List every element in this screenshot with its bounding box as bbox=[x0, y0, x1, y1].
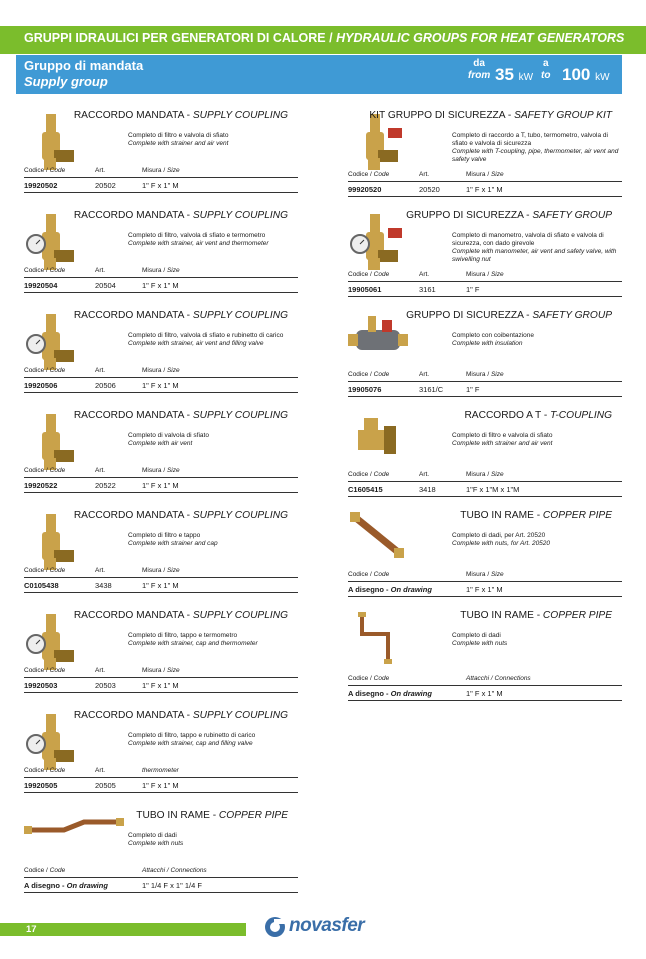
table-header: Codice / Code Attacchi / Connections bbox=[24, 867, 207, 874]
copper-pipe-icon bbox=[24, 810, 84, 874]
product-title: KIT GRUPPO DI SICUREZZA - SAFETY GROUP KIT bbox=[369, 110, 612, 121]
product-code: 99920520 bbox=[348, 185, 382, 194]
product-title: RACCORDO MANDATA - SUPPLY COUPLING bbox=[73, 410, 288, 421]
table-header: Codice / Code Art. Misura / Size bbox=[24, 467, 180, 474]
header-bar bbox=[0, 26, 646, 54]
table-row bbox=[348, 281, 622, 297]
product-code: A disegno - On drawing bbox=[24, 881, 108, 890]
product-code: 19920506 bbox=[24, 381, 58, 390]
product-size: 1" F x 1" M bbox=[142, 181, 179, 190]
page-title: GRUPPI IDRAULICI PER GENERATORI DI CALORE / HYDRAULIC GROUPS FOR HEAT GENERATORS bbox=[24, 31, 625, 45]
product-size: 1" F bbox=[466, 385, 480, 394]
product-art: 20502 bbox=[95, 181, 116, 190]
product-title: RACCORDO MANDATA - SUPPLY COUPLING bbox=[73, 210, 288, 221]
product-code: 19920503 bbox=[24, 681, 58, 690]
product-title: TUBO IN RAME - COPPER PIPE bbox=[136, 810, 288, 821]
copper-pipe-bent-icon bbox=[348, 610, 408, 674]
table-row bbox=[348, 181, 622, 197]
product-description: Completo di raccordo a T, tubo, termometro, valvola di sfiato e valvola di sicurezza Complete with T-coupling, pipe, thermometer, air vent and safety valve bbox=[452, 132, 619, 163]
product-description: Completo di filtro e valvola di sfiato Complete with strainer and air vent bbox=[452, 432, 553, 447]
table-row bbox=[24, 277, 298, 293]
safety-group-insulated-icon bbox=[348, 310, 408, 374]
table-header: Codice / Code Art. Misura / Size bbox=[348, 371, 504, 378]
power-from-value: 35 kW bbox=[495, 65, 534, 84]
table-row bbox=[24, 377, 298, 393]
product-card bbox=[348, 304, 622, 402]
table-row bbox=[348, 381, 622, 397]
product-size: 1" 1/4 F x 1" 1/4 F bbox=[142, 881, 202, 890]
product-card bbox=[24, 604, 298, 702]
table-header: Codice / Code Misura / Size bbox=[348, 571, 504, 578]
product-description: Completo di filtro, valvola di sfiato e termometro Complete with strainer, air vent and thermometer bbox=[128, 232, 269, 247]
safety-group-manometer-icon bbox=[348, 210, 408, 274]
power-to-label: a to bbox=[541, 58, 551, 81]
product-card bbox=[348, 404, 622, 502]
section-title: Gruppo di mandata bbox=[24, 58, 144, 73]
product-size: 1" F x 1" M bbox=[466, 185, 503, 194]
product-size: 1" F x 1" M bbox=[142, 581, 179, 590]
product-art: 20522 bbox=[95, 481, 116, 490]
power-from-label: da from bbox=[468, 58, 491, 81]
product-title: RACCORDO MANDATA - SUPPLY COUPLING bbox=[73, 310, 288, 321]
table-row bbox=[24, 877, 298, 893]
product-art: 3418 bbox=[419, 485, 436, 494]
product-description: Completo di manometro, valvola di sfiato e valvola di sicurezza, con dado girevole Complete with manometer, air vent and safety valve, with swivelling nut bbox=[452, 232, 617, 263]
product-size: 1" F x 1" M bbox=[142, 681, 179, 690]
section-title-en: Supply group bbox=[24, 74, 108, 89]
product-card bbox=[348, 204, 622, 302]
product-size: 1"F x 1"M x 1"M bbox=[466, 485, 520, 494]
product-description: Completo di dadi Complete with nuts bbox=[452, 632, 508, 647]
product-description: Completo di filtro, tappo e termometro Complete with strainer, cap and thermometer bbox=[128, 632, 258, 647]
novasfer-logo-icon bbox=[264, 915, 288, 939]
table-row bbox=[24, 177, 298, 193]
product-code: A disegno - On drawing bbox=[348, 689, 432, 698]
product-size: 1" F x 1" M bbox=[142, 781, 179, 790]
product-card bbox=[24, 404, 298, 502]
product-title: RACCORDO MANDATA - SUPPLY COUPLING bbox=[73, 610, 288, 621]
product-card bbox=[24, 504, 298, 602]
product-card bbox=[24, 704, 298, 802]
product-description: Completo di dadi Complete with nuts bbox=[128, 832, 184, 847]
product-code: 19920504 bbox=[24, 281, 58, 290]
product-title: GRUPPO DI SICUREZZA - SAFETY GROUP bbox=[406, 210, 612, 221]
product-art: 20505 bbox=[95, 781, 116, 790]
product-size: 1" F x 1" M bbox=[466, 585, 503, 594]
product-title: RACCORDO MANDATA - SUPPLY COUPLING bbox=[73, 510, 288, 521]
product-code: 19920522 bbox=[24, 481, 58, 490]
product-title: RACCORDO MANDATA - SUPPLY COUPLING bbox=[73, 710, 288, 721]
product-description: Completo di filtro e tappo Complete with strainer and cap bbox=[128, 532, 218, 547]
product-size: 1" F x 1" M bbox=[466, 689, 503, 698]
product-title: TUBO IN RAME - COPPER PIPE bbox=[460, 510, 612, 521]
product-size: 1" F x 1" M bbox=[142, 281, 179, 290]
product-art: 3161/C bbox=[419, 385, 444, 394]
product-code: C1605415 bbox=[348, 485, 383, 494]
page-number: 17 bbox=[26, 924, 37, 935]
product-code: 19920502 bbox=[24, 181, 58, 190]
power-to-value: 100 kW bbox=[562, 65, 610, 84]
table-row bbox=[24, 677, 298, 693]
copper-pipe-short-icon bbox=[348, 510, 408, 574]
product-code: 19905076 bbox=[348, 385, 382, 394]
table-row bbox=[348, 685, 622, 701]
section-bar bbox=[16, 55, 622, 94]
product-card bbox=[24, 304, 298, 402]
table-row bbox=[24, 577, 298, 593]
product-card bbox=[24, 804, 298, 902]
table-header: Codice / Code Art. thermometer bbox=[24, 767, 179, 774]
product-art: 20520 bbox=[419, 185, 440, 194]
product-art: 20504 bbox=[95, 281, 116, 290]
product-description: Completo di filtro, tappo e rubinetto di carico Complete with strainer, cap and filling valve bbox=[128, 732, 256, 747]
brand-name: novasfer bbox=[289, 915, 365, 936]
product-title: GRUPPO DI SICUREZZA - SAFETY GROUP bbox=[406, 310, 612, 321]
product-card bbox=[24, 204, 298, 302]
product-description: Completo di valvola di sfiato Complete with air vent bbox=[128, 432, 209, 447]
table-header: Codice / Code Art. Misura / Size bbox=[348, 271, 504, 278]
product-card bbox=[24, 104, 298, 202]
table-row bbox=[348, 481, 622, 497]
product-code: 19905061 bbox=[348, 285, 382, 294]
product-art: 3438 bbox=[95, 581, 112, 590]
product-size: 1" F x 1" M bbox=[142, 381, 179, 390]
footer-bar bbox=[0, 923, 246, 936]
table-header: Codice / Code Attacchi / Connections bbox=[348, 675, 531, 682]
t-coupling-icon bbox=[348, 410, 408, 474]
product-code: C0105438 bbox=[24, 581, 59, 590]
product-description: Completo di filtro, valvola di sfiato e rubinetto di carico Complete with strainer, air vent and filling valve bbox=[128, 332, 284, 347]
product-description: Completo di dadi, per Art. 20520 Complete with nuts, for Art. 20520 bbox=[452, 532, 551, 547]
product-code: A disegno - On drawing bbox=[348, 585, 432, 594]
table-header: Codice / Code Art. Misura / Size bbox=[24, 167, 180, 174]
table-header: Codice / Code Art. Misura / Size bbox=[24, 667, 180, 674]
table-row bbox=[24, 777, 298, 793]
product-art: 20506 bbox=[95, 381, 116, 390]
table-header: Codice / Code Art. Misura / Size bbox=[24, 567, 180, 574]
product-size: 1" F x 1" M bbox=[142, 481, 179, 490]
product-size: 1" F bbox=[466, 285, 480, 294]
product-title: TUBO IN RAME - COPPER PIPE bbox=[460, 610, 612, 621]
table-row bbox=[348, 581, 622, 597]
product-title: RACCORDO A T - T-COUPLING bbox=[464, 410, 612, 421]
product-card bbox=[348, 104, 622, 202]
product-code: 19920505 bbox=[24, 781, 58, 790]
table-header: Codice / Code Art. Misura / Size bbox=[348, 471, 504, 478]
table-header: Codice / Code Art. Misura / Size bbox=[24, 267, 180, 274]
table-header: Codice / Code Art. Misura / Size bbox=[348, 171, 504, 178]
product-card bbox=[348, 504, 622, 602]
brand-logo bbox=[264, 915, 394, 939]
product-description: Completo di filtro e valvola di sfiato Complete with strainer and air vent bbox=[128, 132, 229, 147]
product-card bbox=[348, 604, 622, 702]
table-row bbox=[24, 477, 298, 493]
table-header: Codice / Code Art. Misura / Size bbox=[24, 367, 180, 374]
product-art: 3161 bbox=[419, 285, 436, 294]
product-title: RACCORDO MANDATA - SUPPLY COUPLING bbox=[73, 110, 288, 121]
product-description: Completo con coibentazione Complete with insulation bbox=[452, 332, 535, 347]
product-art: 20503 bbox=[95, 681, 116, 690]
